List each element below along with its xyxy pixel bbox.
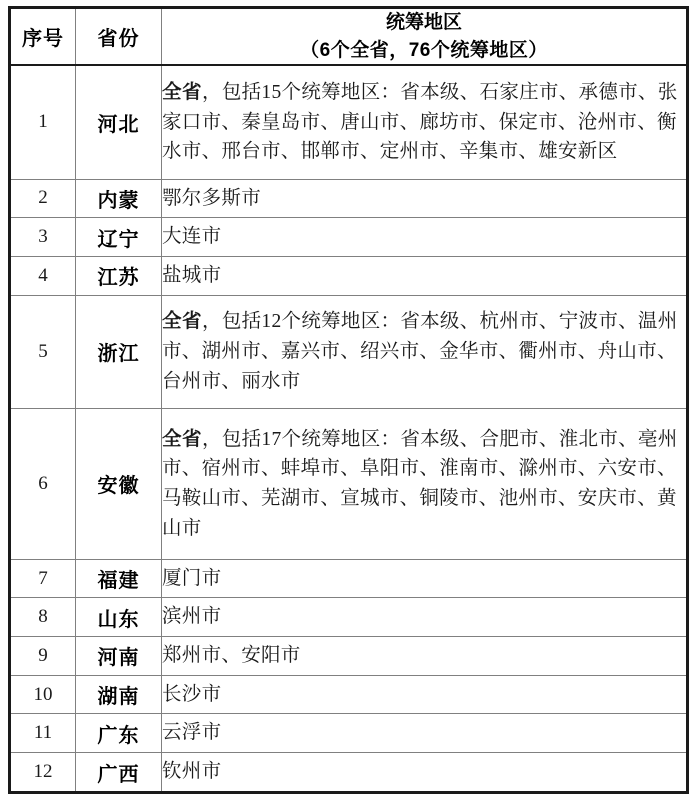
table-row: [10, 218, 688, 257]
coordinated-regions-table: [8, 6, 689, 794]
table-row: [10, 753, 688, 793]
region-list-text: 鄂尔多斯市: [162, 187, 262, 209]
cell-coordinated-region: [162, 559, 688, 598]
table-row: [10, 256, 688, 295]
table-row: [10, 675, 688, 714]
cell-index: 2: [10, 179, 76, 218]
cell-index: 7: [10, 559, 76, 598]
cell-coordinated-region: [162, 295, 688, 408]
column-header-index: 序号: [10, 8, 76, 66]
table-row: [10, 408, 688, 559]
table-header: [10, 8, 688, 66]
cell-province: 内蒙: [76, 179, 162, 218]
cell-index: 11: [10, 714, 76, 753]
cell-index: 4: [10, 256, 76, 295]
column-header-subtitle-line: （6个全省，76个统筹地区）: [300, 39, 548, 61]
cell-coordinated-region: [162, 65, 688, 179]
region-list-text: ，包括15个统筹地区：省本级、石家庄市、承德市、张家口市、秦皇岛市、唐山市、廊坊市、保定市、沧州市、衡水市、邢台市、邯郸市、定州市、辛集市、雄安新区: [162, 81, 678, 163]
cell-index: 5: [10, 295, 76, 408]
cell-index: 8: [10, 598, 76, 637]
cell-province: 广东: [76, 714, 162, 753]
column-header-coordinated-region: [162, 8, 688, 66]
cell-coordinated-region: [162, 218, 688, 257]
cell-index: 1: [10, 65, 76, 179]
cell-province: 山东: [76, 598, 162, 637]
cell-coordinated-region: [162, 675, 688, 714]
region-list-text: 大连市: [162, 226, 222, 248]
cell-province: 江苏: [76, 256, 162, 295]
cell-province: 河北: [76, 65, 162, 179]
cell-coordinated-region: [162, 637, 688, 676]
province-wide-label: 全省: [162, 310, 203, 333]
column-header-province: 省份: [76, 8, 162, 66]
cell-province: 浙江: [76, 295, 162, 408]
column-header-title-line: 统筹地区: [385, 12, 462, 33]
cell-index: 10: [10, 675, 76, 714]
region-list-text: 钦州市: [162, 761, 222, 783]
region-list-text: 云浮市: [162, 722, 222, 744]
region-list-text: 长沙市: [162, 683, 222, 705]
cell-coordinated-region: [162, 753, 688, 793]
region-list-text: 厦门市: [162, 567, 222, 589]
cell-province: 安徽: [76, 408, 162, 559]
region-list-text: ，包括12个统筹地区：省本级、杭州市、宁波市、温州市、湖州市、嘉兴市、绍兴市、金华市、衢州市、舟山市、台州市、丽水市: [162, 311, 678, 392]
cell-index: 6: [10, 408, 76, 559]
cell-coordinated-region: [162, 598, 688, 637]
table-row: [10, 637, 688, 676]
cell-coordinated-region: [162, 179, 688, 218]
header-row: [10, 8, 688, 66]
region-list-text: 郑州市、安阳市: [162, 645, 301, 667]
region-list-text: ，包括17个统筹地区：省本级、合肥市、淮北市、亳州市、宿州市、蚌埠市、阜阳市、淮南市、滁州市、六安市、马鞍山市、芜湖市、宣城市、铜陵市、池州市、安庆市、黄山市: [162, 428, 678, 539]
table-row: [10, 295, 688, 408]
cell-province: 福建: [76, 559, 162, 598]
table-row: [10, 714, 688, 753]
cell-province: 河南: [76, 637, 162, 676]
cell-province: 湖南: [76, 675, 162, 714]
province-wide-label: 全省: [162, 80, 203, 103]
cell-coordinated-region: [162, 408, 688, 559]
coordinated-regions-table-container: [8, 6, 689, 794]
province-wide-label: 全省: [162, 427, 203, 450]
cell-coordinated-region: [162, 714, 688, 753]
table-row: [10, 598, 688, 637]
cell-coordinated-region: [162, 256, 688, 295]
table-row: [10, 559, 688, 598]
cell-province: 辽宁: [76, 218, 162, 257]
cell-index: 9: [10, 637, 76, 676]
cell-province: 广西: [76, 753, 162, 793]
region-list-text: 盐城市: [162, 264, 222, 286]
table-row: [10, 179, 688, 218]
cell-index: 3: [10, 218, 76, 257]
region-list-text: 滨州市: [162, 606, 222, 628]
cell-index: 12: [10, 753, 76, 793]
table-row: [10, 65, 688, 179]
table-body: [10, 65, 688, 792]
